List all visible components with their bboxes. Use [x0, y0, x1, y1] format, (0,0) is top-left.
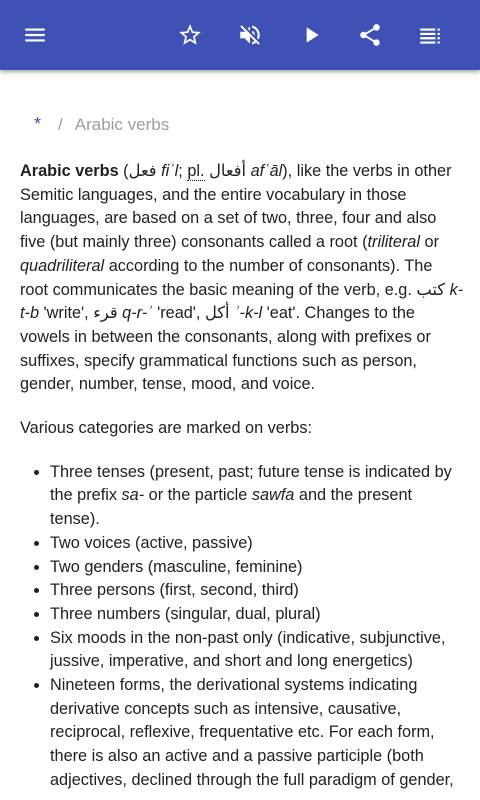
arabic-text: كتب — [416, 280, 446, 299]
breadcrumb — [34, 114, 169, 135]
list-item: • Six moods in the non-past only (indicative, subjunctive, jussive, imperative, and short and long energetics) — [50, 627, 464, 674]
emphasis: triliteral — [367, 233, 420, 252]
plural-abbreviation[interactable]: pl. — [187, 162, 205, 180]
text: according to the number of consonants). The root communicates the basic meaning of the verb, e.g. — [20, 256, 433, 299]
article-body — [20, 160, 464, 793]
star-icon — [177, 22, 203, 48]
emphasis: k-t-b — [20, 280, 464, 323]
list-icon — [417, 22, 443, 48]
list-item: • Three persons (first, second, third) — [50, 579, 464, 603]
transliteration: fiʿl — [161, 162, 179, 180]
list-item: • Two genders (masculine, feminine) — [50, 556, 464, 580]
text: or the particle — [144, 486, 252, 505]
text: and the present tense). — [50, 486, 413, 529]
play-icon — [298, 22, 324, 48]
emphasis: sawfa — [251, 486, 295, 505]
arabic-text: أفعال — [209, 162, 247, 180]
text: ( — [118, 162, 129, 180]
play-button[interactable] — [287, 11, 335, 59]
text: ), like the verbs in other Semitic languages, and the entire vocabulary in those languages, are based on a set of two, three, four and also five (but mainly three) consonants called a root ( — [20, 162, 452, 252]
share-button[interactable] — [346, 11, 394, 59]
menu-button[interactable] — [11, 11, 59, 59]
categories-list — [20, 461, 464, 793]
mute-icon — [237, 22, 263, 48]
text: Three tenses (present, past; future tense is indicated by the prefix — [50, 462, 452, 505]
arabic-text: فعل — [128, 162, 157, 180]
breadcrumb-home-link[interactable]: * — [34, 114, 42, 134]
emphasis: ʾ-k-l — [234, 304, 263, 323]
contents-button[interactable] — [406, 11, 454, 59]
text: or — [420, 233, 440, 252]
emphasis: sa- — [121, 486, 145, 505]
text: 'read', — [152, 304, 205, 323]
bookmark-button[interactable] — [166, 11, 214, 59]
list-item: • Two voices (active, passive) — [50, 532, 464, 556]
list-item: • Three numbers (singular, dual, plural) — [50, 603, 464, 627]
mute-button[interactable] — [226, 11, 274, 59]
text: 'eat'. Changes to the vowels in between the consonants, along with prefixes or suffixes, specify grammatical functions such as person, gender, number, tense, mood, and voice. — [20, 304, 431, 394]
menu-icon — [22, 22, 48, 48]
emphasis: q-r-ʾ — [122, 304, 153, 323]
share-icon — [357, 22, 383, 48]
text: ; — [178, 162, 188, 180]
arabic-text: أكل — [204, 304, 230, 323]
breadcrumb-current: Arabic verbs — [74, 115, 170, 134]
intro-paragraph — [20, 160, 464, 397]
emphasis: quadriliteral — [20, 256, 105, 275]
breadcrumb-separator: / — [58, 115, 63, 134]
list-item — [50, 461, 464, 532]
app-bar — [0, 0, 480, 70]
article-term: Arabic verbs — [20, 162, 119, 180]
list-item: • Nineteen forms, the derivational systems indicating derivative concepts such as intensive, causative, reciprocal, reflexive, frequentative etc. For each form, there is also an active and a passive participle (both adjectives, declined through the full paradigm of gender, — [50, 674, 464, 793]
categories-intro: Various categories are marked on verbs: — [20, 419, 312, 438]
arabic-text: قرء — [93, 304, 118, 323]
text: 'write', — [39, 304, 94, 323]
transliteration: afʿāl — [250, 162, 283, 180]
